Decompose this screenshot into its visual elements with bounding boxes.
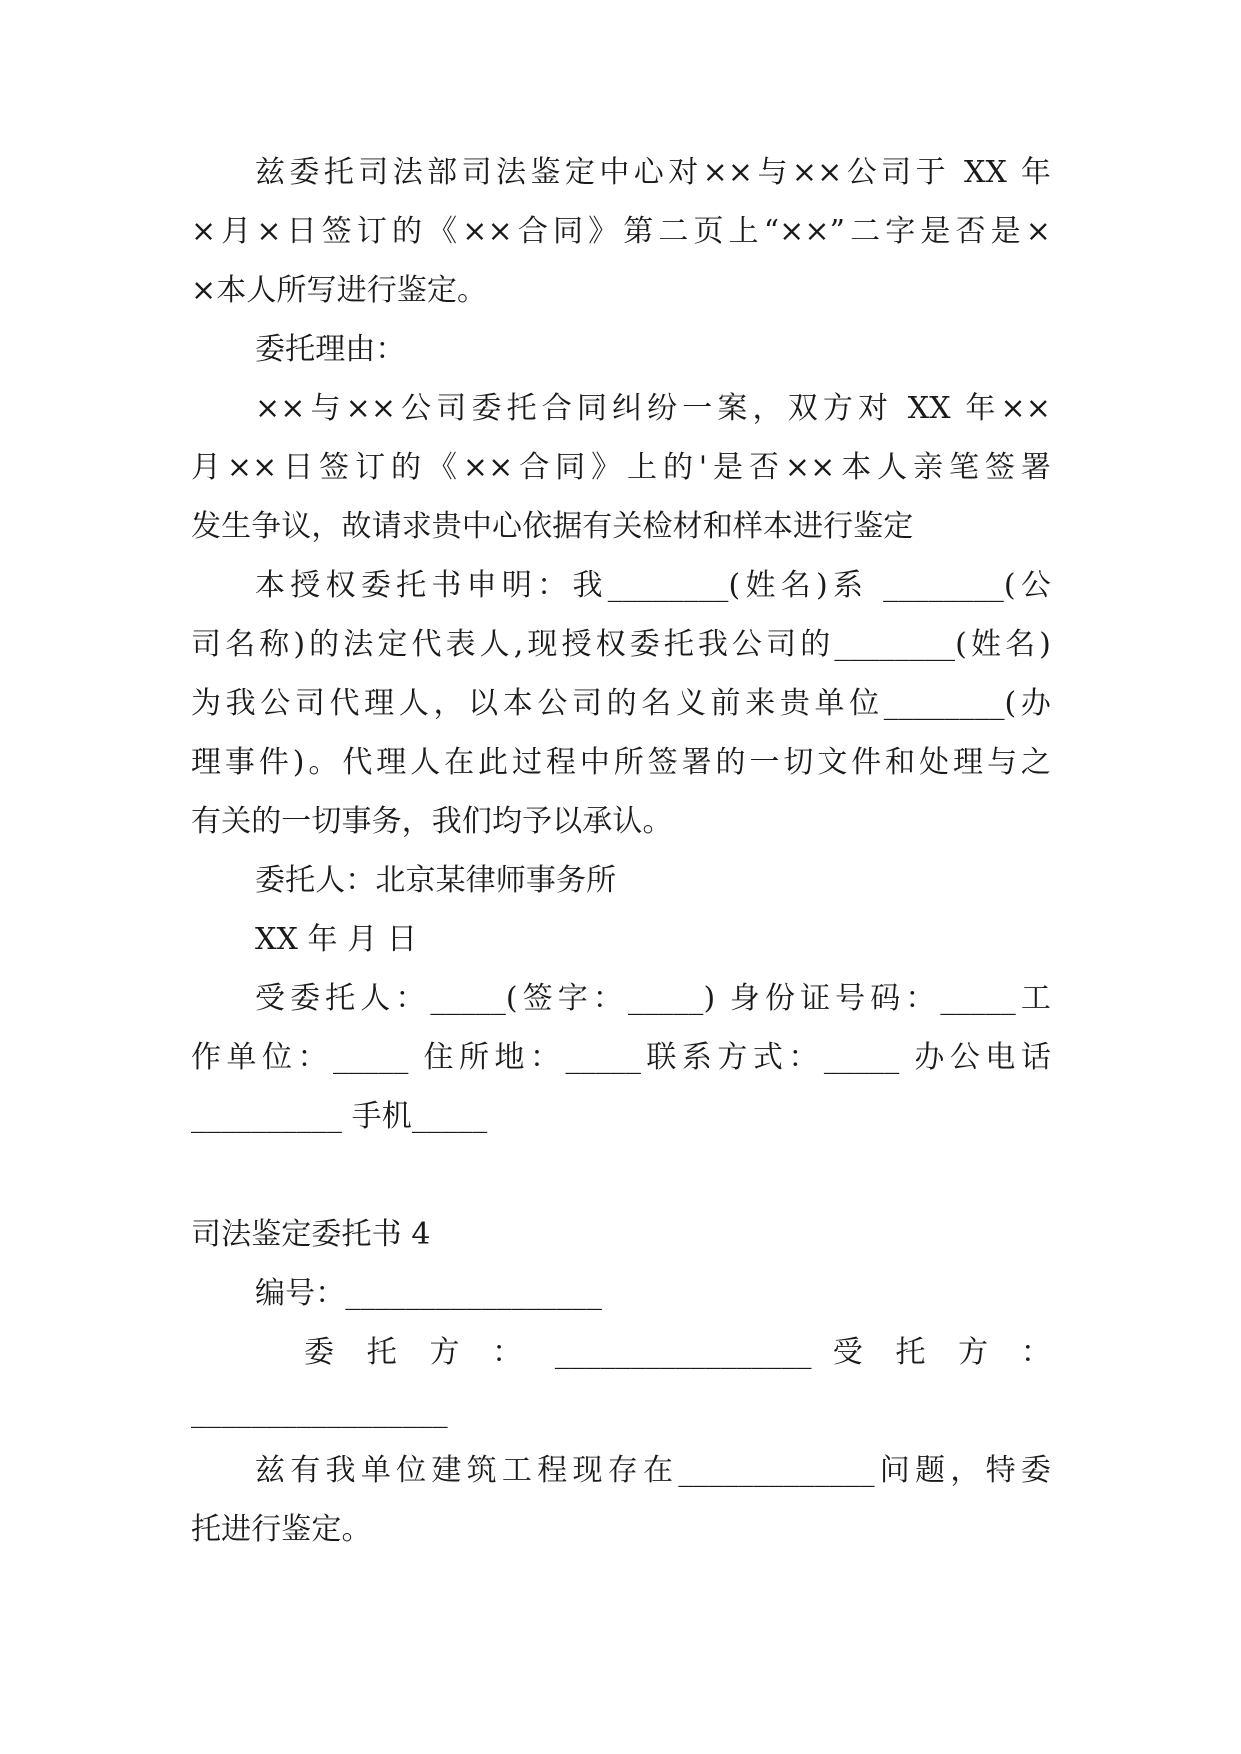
text-line: 本授权委托书申明：我________(姓名)系 ________(公 — [255, 568, 1051, 603]
text-line: 作单位：_____ 住所地：_____联系方式：_____ 办公电话 — [191, 1040, 1051, 1075]
number-line: 编号：_________________ — [255, 1276, 602, 1311]
document-page — [191, 155, 1051, 1547]
text-line: 兹有我单位建筑工程现存在_____________问题，特委 — [255, 1453, 1051, 1488]
text-line: 月××日签订的《××合同》上的'是否××本人亲笔签署 — [191, 450, 1051, 485]
text-line: 有关的一切事务，我们均予以承认。 — [191, 804, 673, 839]
text-line: _________________ — [191, 1394, 448, 1429]
text-line: 托进行鉴定。 — [191, 1512, 372, 1547]
section-heading: 委托理由： — [255, 332, 406, 367]
text-line: __________ 手机_____ — [191, 1099, 488, 1134]
text-line: 兹委托司法部司法鉴定中心对××与××公司于 XX 年 — [255, 155, 1051, 190]
text-line: ×本人所写进行鉴定。 — [191, 273, 488, 308]
text-line: 为我公司代理人，以本公司的名义前来贵单位________(办 — [191, 686, 1051, 721]
text-line: ××与××公司委托合同纠纷一案，双方对 XX 年×× — [255, 391, 1051, 426]
text-line: 理事件)。代理人在此过程中所签署的一切文件和处理与之 — [191, 745, 1051, 780]
text-line: 发生争议，故请求贵中心依据有关检材和样本进行鉴定 — [191, 509, 914, 544]
parties-line: 委 托 方 ： _________________ 受 托 方 ： — [304, 1335, 1051, 1370]
document-title: 司法鉴定委托书 4 — [191, 1217, 431, 1252]
principal-line: 委托人：北京某律师事务所 — [255, 863, 617, 898]
text-line: 司名称)的法定代表人,现授权委托我公司的________(姓名) — [191, 627, 1051, 662]
text-line: 受委托人：_____(签字：_____) 身份证号码：_____工 — [255, 981, 1051, 1016]
date-line: XX 年 月 日 — [255, 922, 418, 957]
text-line: ×月×日签订的《××合同》第二页上“××”二字是否是× — [191, 214, 1051, 249]
